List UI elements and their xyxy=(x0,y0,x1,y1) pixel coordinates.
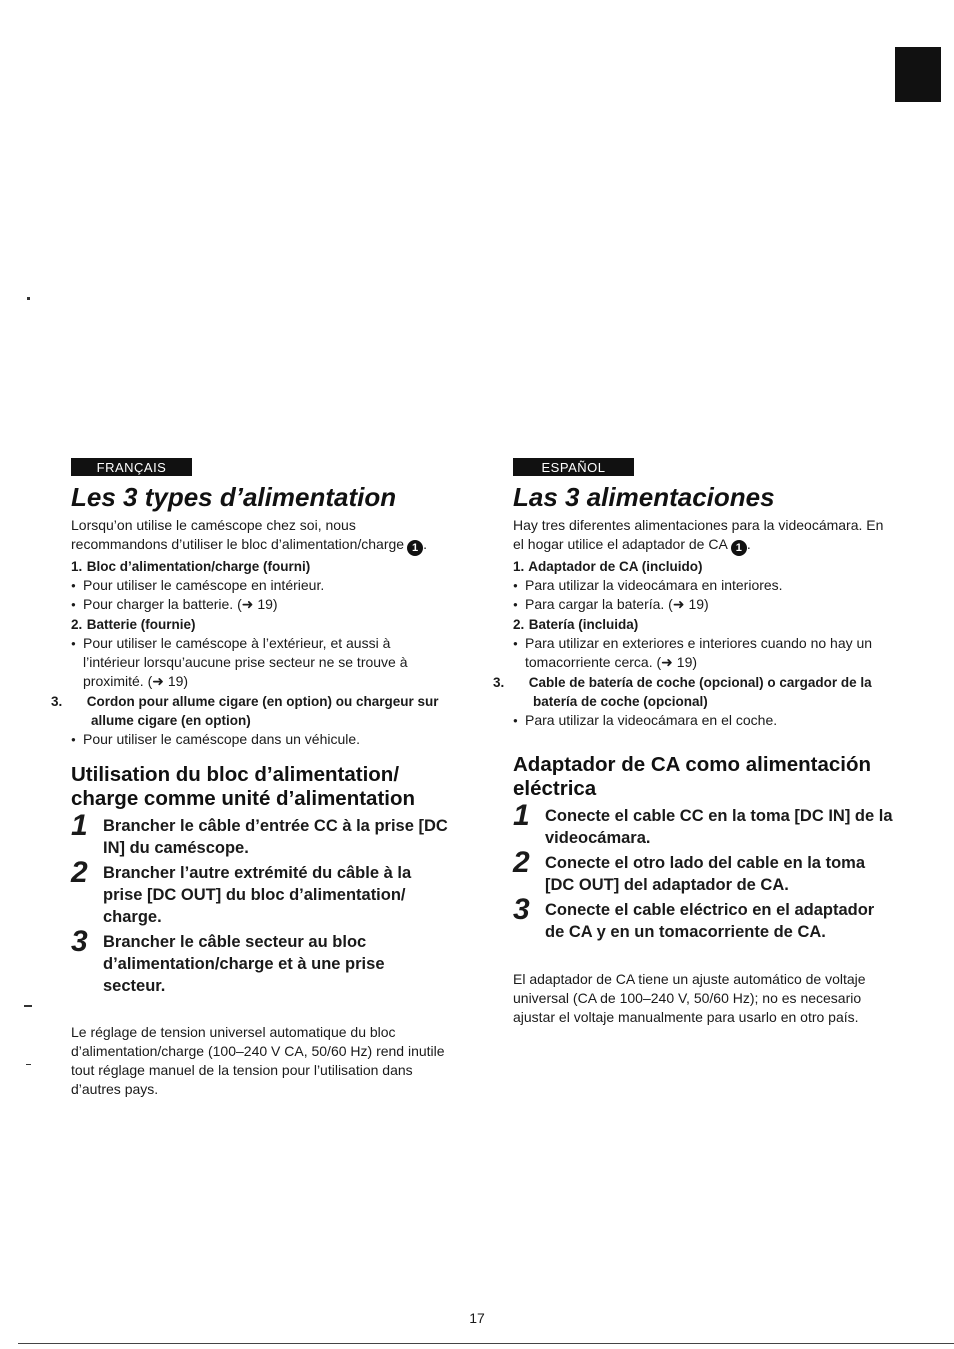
page-number: 17 xyxy=(469,1310,485,1326)
lang-label-spanish: ESPAÑOL xyxy=(513,458,634,476)
lang-label-french: FRANÇAIS xyxy=(71,458,192,476)
french-item-2-bullet: ● Pour utiliser le caméscope à l’extérieur, et aussi à l’intérieur lorsqu’aucune prise secteur ne se trouve à proximité. (➜ 19) xyxy=(71,634,451,691)
french-title: Les 3 types d’alimentation xyxy=(71,482,397,512)
french-step-2: 2 Brancher l’autre extrémité du câble à la prise [DC OUT] du bloc d’alimentation/ charge. xyxy=(71,856,412,926)
french-item-1-bullet: ● Pour charger la batterie. (➜ 19) xyxy=(71,595,451,614)
spanish-item-3-head: 3. Cable de batería de coche (opcional) o cargador de la batería de coche (opcional) xyxy=(493,675,872,709)
spanish-intro: Hay tres diferentes alimentaciones para la videocámara. En el hogar utilice el adaptador de CA 1 . xyxy=(513,517,884,554)
spanish-item-2-bullet: ● Para utilizar en exteriores e interiores cuando no hay un tomacorriente cerca. (➜ 19) xyxy=(513,634,893,672)
french-step-1: 1 Brancher le câble d’entrée CC à la prise [DC IN] du caméscope. xyxy=(71,809,448,857)
reference-1-icon: 1 xyxy=(731,540,747,556)
spanish-item-3-bullet: ● Para utilizar la videocámara en el coche. xyxy=(513,711,893,730)
spanish-step-1: 1 Conecte el cable CC en la toma [DC IN] de la videocámara. xyxy=(513,799,893,847)
spanish-title: Las 3 alimentaciones xyxy=(513,482,775,512)
corner-tab-marker xyxy=(895,47,941,102)
french-intro: Lorsqu’on utilise le caméscope chez soi, nous recommandons d’utiliser le bloc d’alimentation/charge 1 . xyxy=(71,517,427,554)
margin-mark xyxy=(24,1005,32,1007)
bottom-rule xyxy=(18,1343,954,1344)
spanish-section-title: Adaptador de CA como alimentación eléctrica xyxy=(513,753,872,800)
french-note: Le réglage de tension universel automatique du bloc d’alimentation/charge (100–240 V CA, 50/60 Hz) rend inutile tout réglage manuel de la tension pour l’utilisation dans d’autres pays. xyxy=(71,1024,445,1097)
spanish-item-1-bullet: ● Para cargar la batería. (➜ 19) xyxy=(513,595,893,614)
spanish-item-2-head: 2. Batería (incluida) xyxy=(513,617,639,632)
french-item-1-head: 1. Bloc d’alimentation/charge (fourni) xyxy=(71,559,311,574)
margin-mark xyxy=(26,1064,31,1065)
spanish-item-1-head: 1. Adaptador de CA (incluido) xyxy=(513,559,703,574)
spanish-column xyxy=(493,458,893,1027)
french-item-2-head: 2. Batterie (fournie) xyxy=(71,617,196,632)
french-section-title: Utilisation du bloc d’alimentation/ charge comme unité d’alimentation xyxy=(71,763,416,810)
spanish-note: El adaptador de CA tiene un ajuste automático de voltaje universal (CA de 100–240 V, 50/60 Hz); no es necesario ajustar el voltaje manualmente para usarlo en otro país. xyxy=(513,971,866,1025)
french-item-1-bullet: ● Pour utiliser le caméscope en intérieur. xyxy=(71,576,451,595)
spanish-step-2: 2 Conecte el otro lado del cable en la toma [DC OUT] del adaptador de CA. xyxy=(513,846,865,894)
spanish-step-3: 3 Conecte el cable eléctrico en el adaptador de CA y en un tomacorriente de CA. xyxy=(513,893,875,941)
french-item-3-head: 3. Cordon pour allume cigare (en option) ou chargeur sur allume cigare (en option) xyxy=(51,694,439,728)
french-column xyxy=(51,458,451,1099)
french-step-3: 3 Brancher le câble secteur au bloc d’alimentation/charge et à une prise secteur. xyxy=(71,925,385,995)
french-item-3-bullet: ● Pour utiliser le caméscope dans un véhicule. xyxy=(71,730,451,749)
reference-1-icon: 1 xyxy=(407,540,423,556)
margin-mark xyxy=(27,297,30,300)
spanish-item-1-bullet: ● Para utilizar la videocámara en interiores. xyxy=(513,576,893,595)
